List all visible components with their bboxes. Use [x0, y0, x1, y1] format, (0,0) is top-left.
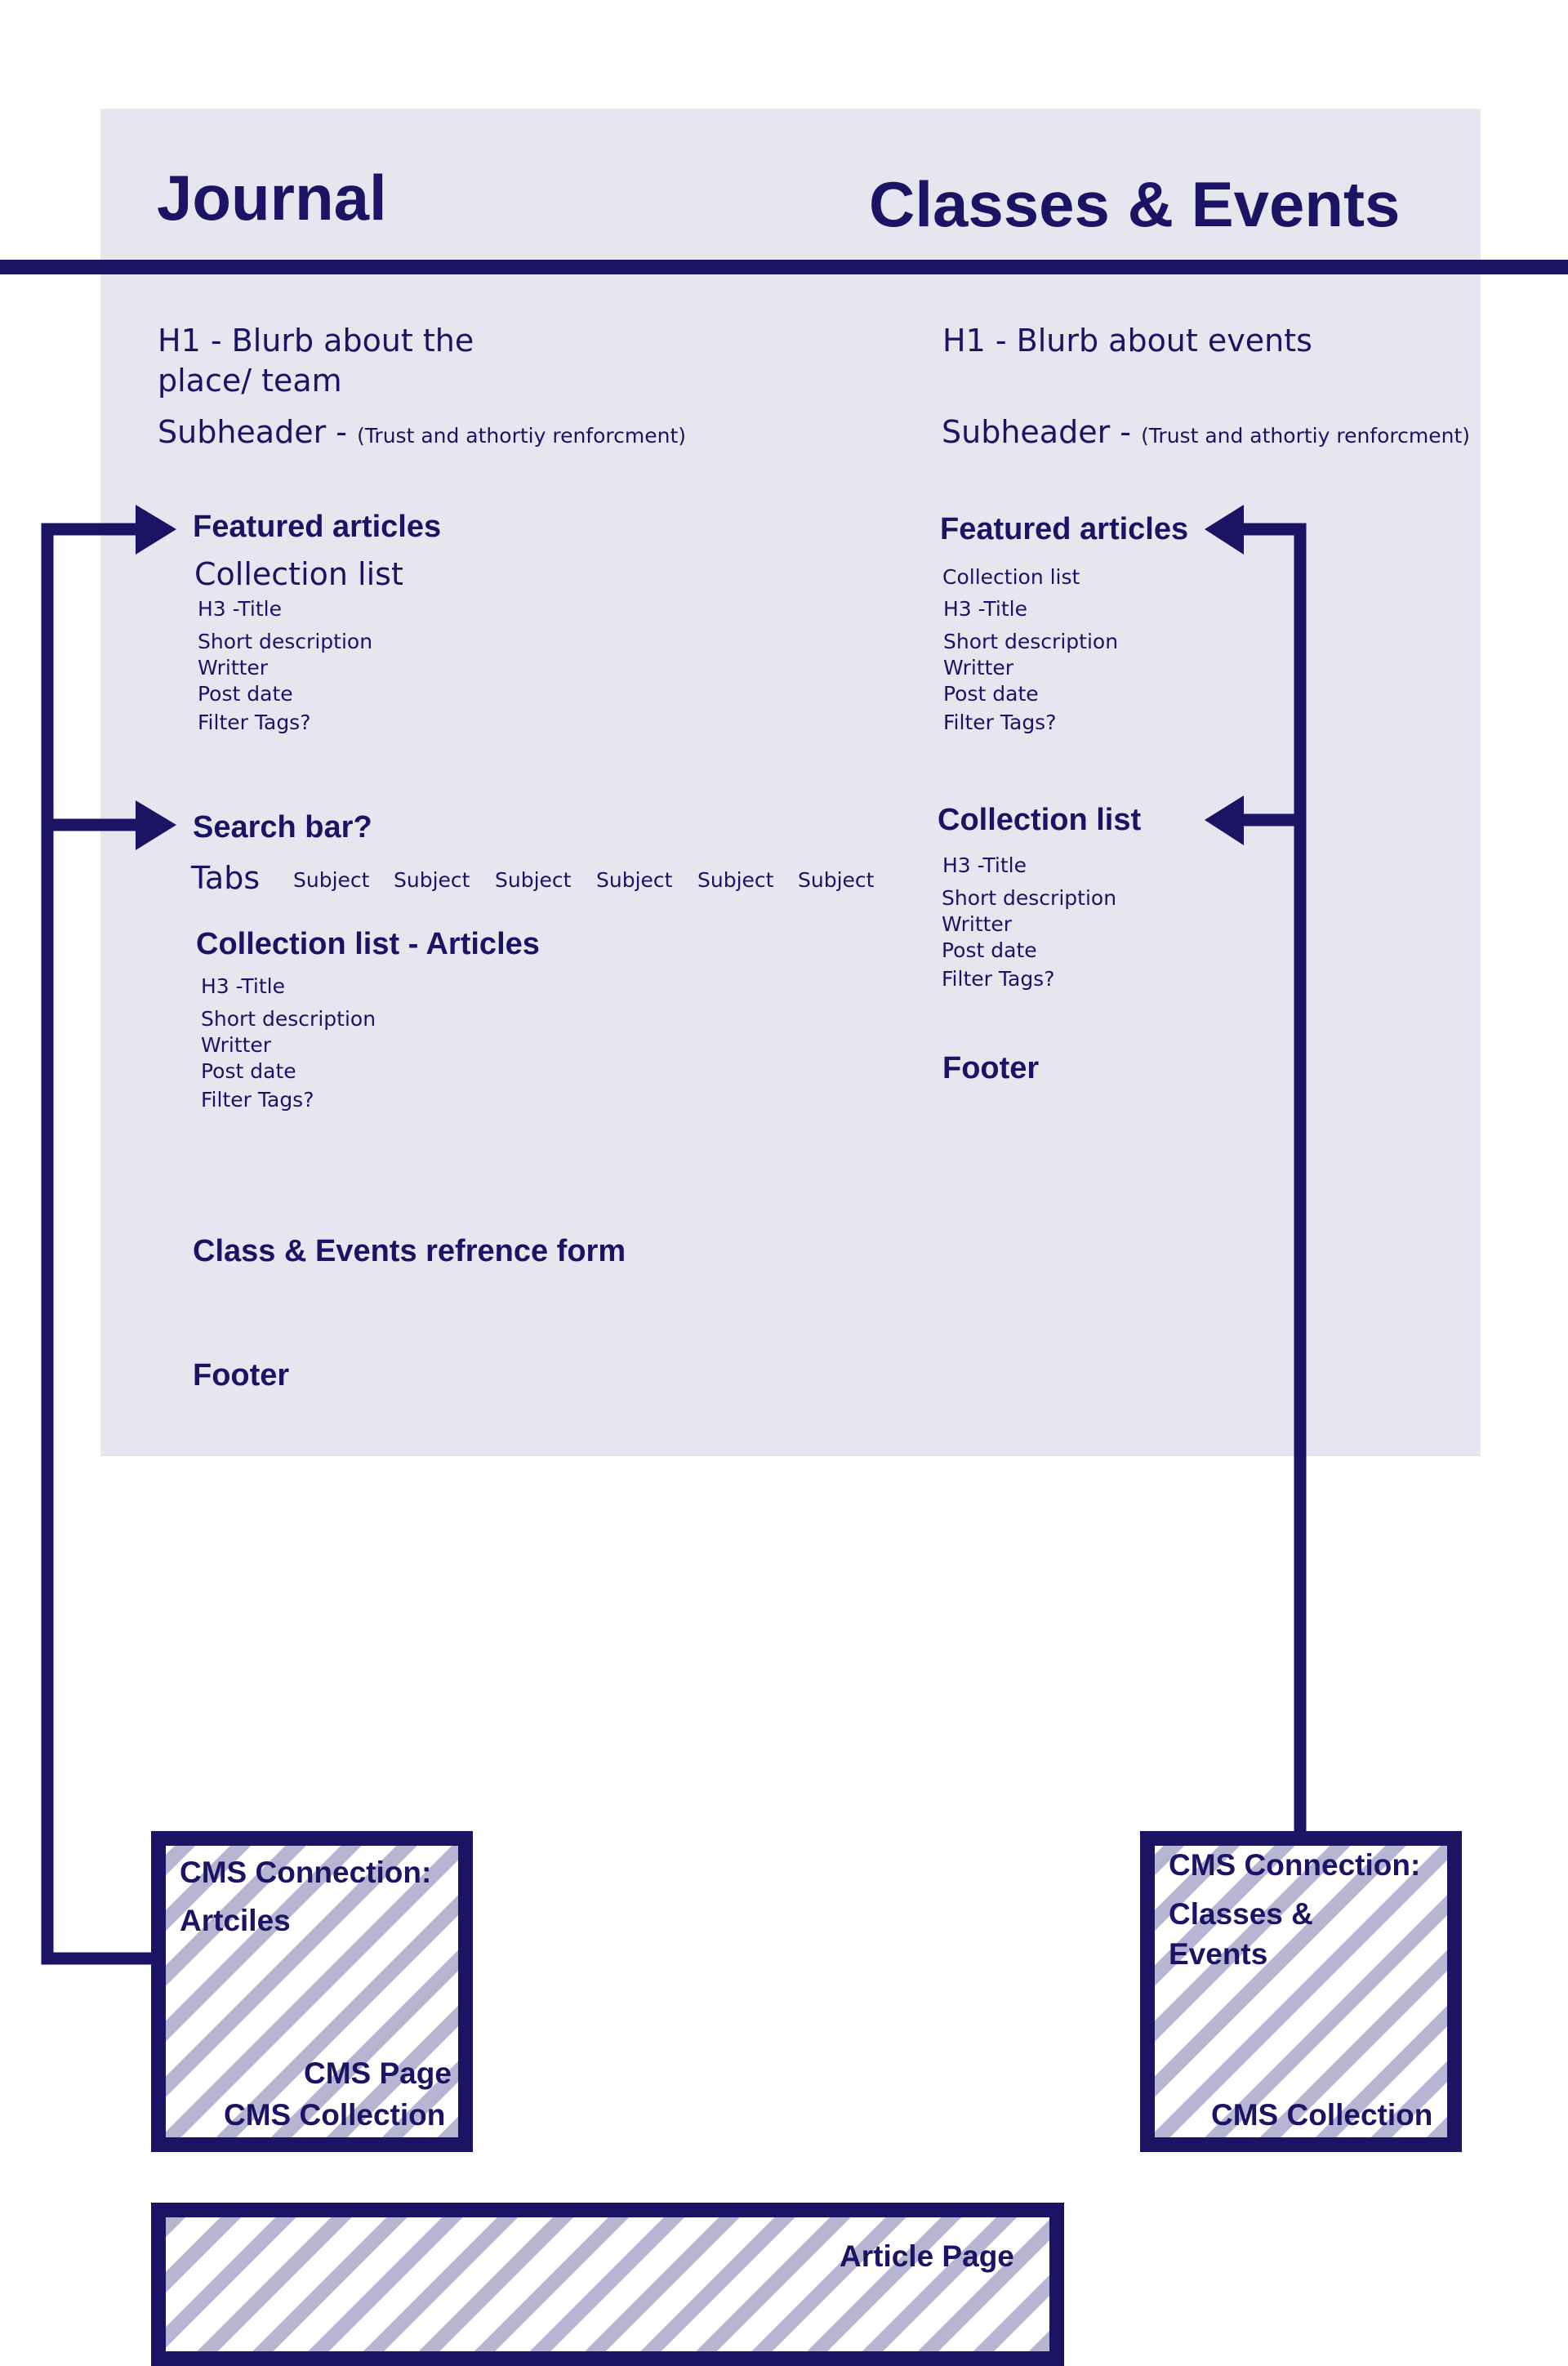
classes-events-header: Classes & Events — [869, 168, 1401, 240]
cms-articles-line2: Artciles — [180, 1904, 291, 1937]
journal-tab-subject: Subject — [596, 868, 673, 892]
events-featured-field: Filter Tags? — [943, 711, 1057, 734]
journal-h1-line2: place/ team — [158, 363, 342, 399]
cms-events-line1: CMS Connection: — [1169, 1848, 1421, 1882]
events-featured-field: Short description — [943, 630, 1119, 653]
events-connector-line — [1241, 529, 1300, 1834]
article-page-label: Article Page — [840, 2239, 1014, 2273]
journal-featured-title: Featured articles — [193, 510, 442, 544]
cms-events-line2: Classes & — [1169, 1897, 1313, 1931]
journal-tab-subject: Subject — [697, 868, 774, 892]
journal-tab-subject: Subject — [293, 868, 370, 892]
journal-subheader-note: (Trust and athortiy renforcment) — [357, 424, 686, 448]
arrow-events-collection — [1205, 795, 1244, 845]
events-subheader-note: (Trust and athortiy renforcment) — [1141, 424, 1470, 448]
journal-tab-subject: Subject — [495, 868, 572, 892]
events-collection-field: Filter Tags? — [942, 967, 1055, 991]
journal-h1-line1: H1 - Blurb about the — [158, 323, 474, 359]
events-featured-field: H3 -Title — [943, 597, 1027, 621]
journal-articles-title: Collection list - Articles — [196, 927, 540, 961]
events-collection-field: H3 -Title — [942, 853, 1027, 877]
journal-footer: Footer — [193, 1358, 290, 1392]
cms-articles-line1: CMS Connection: — [180, 1856, 432, 1889]
journal-search-title: Search bar? — [193, 810, 372, 844]
cms-events-collection: CMS Collection — [1211, 2098, 1433, 2132]
events-collection-field: Writter — [942, 912, 1013, 936]
events-collection-field: Short description — [942, 886, 1117, 910]
articles-connector-line — [47, 529, 155, 1958]
journal-article-field: H3 -Title — [201, 974, 285, 998]
journal-article-field: Short description — [201, 1007, 376, 1031]
events-footer: Footer — [942, 1051, 1040, 1085]
journal-featured-field: Post date — [198, 682, 293, 706]
events-collection-title: Collection list — [938, 803, 1142, 837]
arrow-featured-articles — [136, 505, 176, 555]
cms-events-line3: Events — [1169, 1937, 1268, 1971]
cms-articles-page: CMS Page — [304, 2056, 452, 2090]
journal-tab-subject: Subject — [798, 868, 875, 892]
events-h1: H1 - Blurb about events — [942, 323, 1312, 359]
arrow-events-featured — [1205, 505, 1244, 555]
journal-featured-field: Filter Tags? — [198, 711, 311, 734]
journal-tabs-label: Tabs — [191, 860, 261, 896]
journal-featured-field: Short description — [198, 630, 373, 653]
journal-collection-list-label: Collection list — [194, 556, 403, 592]
journal-article-field: Post date — [201, 1059, 296, 1083]
events-collection-field: Post date — [942, 938, 1037, 962]
arrow-search-bar — [136, 800, 176, 850]
events-subheader-main: Subheader - — [942, 414, 1142, 450]
events-featured-field: Post date — [943, 682, 1039, 706]
cms-articles-collection: CMS Collection — [224, 2098, 446, 2132]
journal-tab-subject: Subject — [394, 868, 470, 892]
journal-subheader-main: Subheader - — [158, 414, 358, 450]
journal-featured-field: H3 -Title — [198, 597, 282, 621]
journal-form-title: Class & Events refrence form — [193, 1234, 626, 1268]
journal-article-field: Writter — [201, 1033, 272, 1057]
events-featured-field: Collection list — [942, 565, 1080, 589]
journal-featured-field: Writter — [198, 656, 269, 680]
journal-article-field: Filter Tags? — [201, 1088, 314, 1112]
events-featured-title: Featured articles — [940, 512, 1189, 546]
events-featured-field: Writter — [943, 656, 1014, 680]
journal-header: Journal — [157, 162, 387, 234]
